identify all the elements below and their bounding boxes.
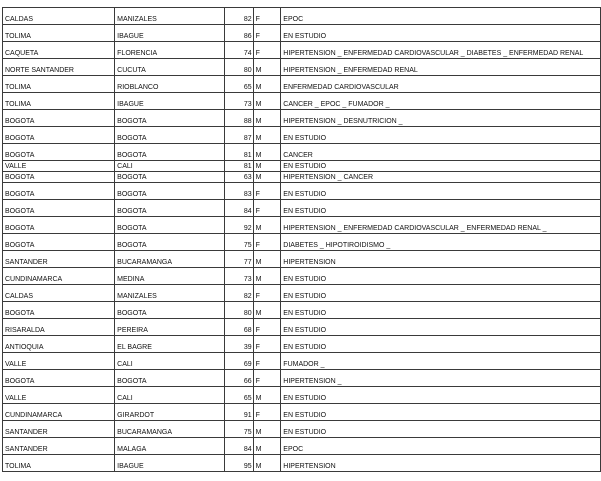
department-cell: BOGOTA xyxy=(3,144,115,161)
city-cell: EL BAGRE xyxy=(115,336,225,353)
table-row xyxy=(3,404,601,421)
department-cell: CUNDINAMARCA xyxy=(3,404,115,421)
department-cell: BOGOTA xyxy=(3,200,115,217)
sex-cell: M xyxy=(253,110,281,127)
department-cell: BOGOTA xyxy=(3,234,115,251)
sex-cell: F xyxy=(253,234,281,251)
table-row xyxy=(3,93,601,110)
sex-cell: M xyxy=(253,387,281,404)
city-cell: MANIZALES xyxy=(115,285,225,302)
department-cell: BOGOTA xyxy=(3,183,115,200)
table-row xyxy=(3,387,601,404)
city-cell: BOGOTA xyxy=(115,172,225,183)
sex-cell: F xyxy=(253,8,281,25)
table-row xyxy=(3,234,601,251)
sex-cell: M xyxy=(253,421,281,438)
diagnosis-cell: EN ESTUDIO xyxy=(281,200,601,217)
table-row xyxy=(3,183,601,200)
diagnosis-cell: EN ESTUDIO xyxy=(281,387,601,404)
diagnosis-cell: EN ESTUDIO xyxy=(281,302,601,319)
city-cell: CALI xyxy=(115,353,225,370)
city-cell: RIOBLANCO xyxy=(115,76,225,93)
sex-cell: M xyxy=(253,251,281,268)
department-cell: TOLIMA xyxy=(3,25,115,42)
city-cell: IBAGUE xyxy=(115,455,225,472)
diagnosis-cell: HIPERTENSION _ DESNUTRICION _ xyxy=(281,110,601,127)
department-cell: BOGOTA xyxy=(3,217,115,234)
diagnosis-cell: EN ESTUDIO xyxy=(281,285,601,302)
diagnosis-cell: EPOC xyxy=(281,8,601,25)
city-cell: BUCARAMANGA xyxy=(115,421,225,438)
age-cell: 82 xyxy=(225,285,254,302)
department-cell: NORTE SANTANDER xyxy=(3,59,115,76)
city-cell: BOGOTA xyxy=(115,234,225,251)
department-cell: VALLE xyxy=(3,353,115,370)
department-cell: ANTIOQUIA xyxy=(3,336,115,353)
table-row xyxy=(3,76,601,93)
city-cell: BOGOTA xyxy=(115,302,225,319)
city-cell: IBAGUE xyxy=(115,25,225,42)
table-row xyxy=(3,172,601,183)
city-cell: BOGOTA xyxy=(115,127,225,144)
sex-cell: F xyxy=(253,25,281,42)
department-cell: CALDAS xyxy=(3,8,115,25)
sex-cell: M xyxy=(253,76,281,93)
table-row xyxy=(3,455,601,472)
sex-cell: F xyxy=(253,370,281,387)
department-cell: BOGOTA xyxy=(3,370,115,387)
department-cell: TOLIMA xyxy=(3,76,115,93)
department-cell: CUNDINAMARCA xyxy=(3,268,115,285)
age-cell: 73 xyxy=(225,93,254,110)
city-cell: MALAGA xyxy=(115,438,225,455)
city-cell: CALI xyxy=(115,161,225,172)
city-cell: BOGOTA xyxy=(115,144,225,161)
age-cell: 92 xyxy=(225,217,254,234)
city-cell: GIRARDOT xyxy=(115,404,225,421)
city-cell: BOGOTA xyxy=(115,370,225,387)
age-cell: 91 xyxy=(225,404,254,421)
department-cell: TOLIMA xyxy=(3,93,115,110)
age-cell: 88 xyxy=(225,110,254,127)
age-cell: 82 xyxy=(225,8,254,25)
age-cell: 80 xyxy=(225,302,254,319)
sex-cell: F xyxy=(253,285,281,302)
department-cell: SANTANDER xyxy=(3,438,115,455)
table-row xyxy=(3,268,601,285)
table-row xyxy=(3,370,601,387)
city-cell: BOGOTA xyxy=(115,183,225,200)
department-cell: TOLIMA xyxy=(3,455,115,472)
sex-cell: M xyxy=(253,144,281,161)
table-row xyxy=(3,8,601,25)
diagnosis-cell: HIPERTENSION _ ENFERMEDAD CARDIOVASCULAR _ ENFERMEDAD RENAL _ xyxy=(281,217,601,234)
department-cell: CAQUETA xyxy=(3,42,115,59)
table-row xyxy=(3,251,601,268)
age-cell: 68 xyxy=(225,319,254,336)
sex-cell: M xyxy=(253,59,281,76)
diagnosis-cell: HIPERTENSION _ ENFERMEDAD CARDIOVASCULAR _ DIABETES _ ENFERMEDAD RENAL xyxy=(281,42,601,59)
diagnosis-cell: CANCER xyxy=(281,144,601,161)
table-row xyxy=(3,285,601,302)
diagnosis-cell: ENFERMEDAD CARDIOVASCULAR xyxy=(281,76,601,93)
table-row xyxy=(3,421,601,438)
age-cell: 75 xyxy=(225,421,254,438)
sex-cell: M xyxy=(253,217,281,234)
diagnosis-cell: EN ESTUDIO xyxy=(281,161,601,172)
sex-cell: F xyxy=(253,200,281,217)
table-row xyxy=(3,319,601,336)
age-cell: 39 xyxy=(225,336,254,353)
city-cell: BOGOTA xyxy=(115,217,225,234)
sex-cell: F xyxy=(253,353,281,370)
sex-cell: M xyxy=(253,93,281,110)
city-cell: BOGOTA xyxy=(115,200,225,217)
age-cell: 69 xyxy=(225,353,254,370)
diagnosis-cell: EN ESTUDIO xyxy=(281,127,601,144)
table-row xyxy=(3,438,601,455)
age-cell: 65 xyxy=(225,387,254,404)
city-cell: CALI xyxy=(115,387,225,404)
table-row xyxy=(3,59,601,76)
department-cell: SANTANDER xyxy=(3,421,115,438)
sex-cell: M xyxy=(253,455,281,472)
department-cell: BOGOTA xyxy=(3,172,115,183)
patient-data-table xyxy=(2,7,601,472)
diagnosis-cell: FUMADOR _ xyxy=(281,353,601,370)
sex-cell: F xyxy=(253,404,281,421)
table-row xyxy=(3,144,601,161)
city-cell: MANIZALES xyxy=(115,8,225,25)
diagnosis-cell: EN ESTUDIO xyxy=(281,319,601,336)
age-cell: 81 xyxy=(225,144,254,161)
diagnosis-cell: EPOC xyxy=(281,438,601,455)
department-cell: RISARALDA xyxy=(3,319,115,336)
diagnosis-cell: EN ESTUDIO xyxy=(281,268,601,285)
diagnosis-cell: HIPERTENSION _ CANCER xyxy=(281,172,601,183)
age-cell: 80 xyxy=(225,59,254,76)
department-cell: BOGOTA xyxy=(3,110,115,127)
city-cell: BUCARAMANGA xyxy=(115,251,225,268)
age-cell: 84 xyxy=(225,438,254,455)
table-row xyxy=(3,217,601,234)
diagnosis-cell: EN ESTUDIO xyxy=(281,404,601,421)
age-cell: 63 xyxy=(225,172,254,183)
diagnosis-cell: DIABETES _ HIPOTIROIDISMO _ xyxy=(281,234,601,251)
diagnosis-cell: CANCER _ EPOC _ FUMADOR _ xyxy=(281,93,601,110)
age-cell: 75 xyxy=(225,234,254,251)
city-cell: FLORENCIA xyxy=(115,42,225,59)
sex-cell: M xyxy=(253,172,281,183)
table-row xyxy=(3,302,601,319)
age-cell: 83 xyxy=(225,183,254,200)
diagnosis-cell: HIPERTENSION _ ENFERMEDAD RENAL xyxy=(281,59,601,76)
department-cell: CALDAS xyxy=(3,285,115,302)
sex-cell: F xyxy=(253,319,281,336)
diagnosis-cell: EN ESTUDIO xyxy=(281,25,601,42)
city-cell: IBAGUE xyxy=(115,93,225,110)
table-row xyxy=(3,161,601,172)
department-cell: BOGOTA xyxy=(3,302,115,319)
department-cell: VALLE xyxy=(3,387,115,404)
diagnosis-cell: HIPERTENSION xyxy=(281,455,601,472)
age-cell: 95 xyxy=(225,455,254,472)
sex-cell: F xyxy=(253,336,281,353)
diagnosis-cell: HIPERTENSION _ xyxy=(281,370,601,387)
age-cell: 73 xyxy=(225,268,254,285)
city-cell: MEDINA xyxy=(115,268,225,285)
table-row xyxy=(3,353,601,370)
city-cell: CUCUTA xyxy=(115,59,225,76)
table-row xyxy=(3,110,601,127)
sex-cell: F xyxy=(253,183,281,200)
age-cell: 86 xyxy=(225,25,254,42)
table-body xyxy=(3,8,601,472)
city-cell: BOGOTA xyxy=(115,110,225,127)
table-row xyxy=(3,336,601,353)
diagnosis-cell: HIPERTENSION xyxy=(281,251,601,268)
sex-cell: M xyxy=(253,127,281,144)
age-cell: 66 xyxy=(225,370,254,387)
age-cell: 65 xyxy=(225,76,254,93)
department-cell: SANTANDER xyxy=(3,251,115,268)
sex-cell: F xyxy=(253,42,281,59)
diagnosis-cell: EN ESTUDIO xyxy=(281,183,601,200)
sex-cell: M xyxy=(253,438,281,455)
age-cell: 77 xyxy=(225,251,254,268)
table-row xyxy=(3,127,601,144)
sex-cell: M xyxy=(253,268,281,285)
age-cell: 81 xyxy=(225,161,254,172)
department-cell: BOGOTA xyxy=(3,127,115,144)
sex-cell: M xyxy=(253,161,281,172)
city-cell: PEREIRA xyxy=(115,319,225,336)
age-cell: 87 xyxy=(225,127,254,144)
table-row xyxy=(3,25,601,42)
table-row xyxy=(3,200,601,217)
diagnosis-cell: EN ESTUDIO xyxy=(281,421,601,438)
age-cell: 84 xyxy=(225,200,254,217)
department-cell: VALLE xyxy=(3,161,115,172)
diagnosis-cell: EN ESTUDIO xyxy=(281,336,601,353)
table-row xyxy=(3,42,601,59)
sex-cell: M xyxy=(253,302,281,319)
age-cell: 74 xyxy=(225,42,254,59)
